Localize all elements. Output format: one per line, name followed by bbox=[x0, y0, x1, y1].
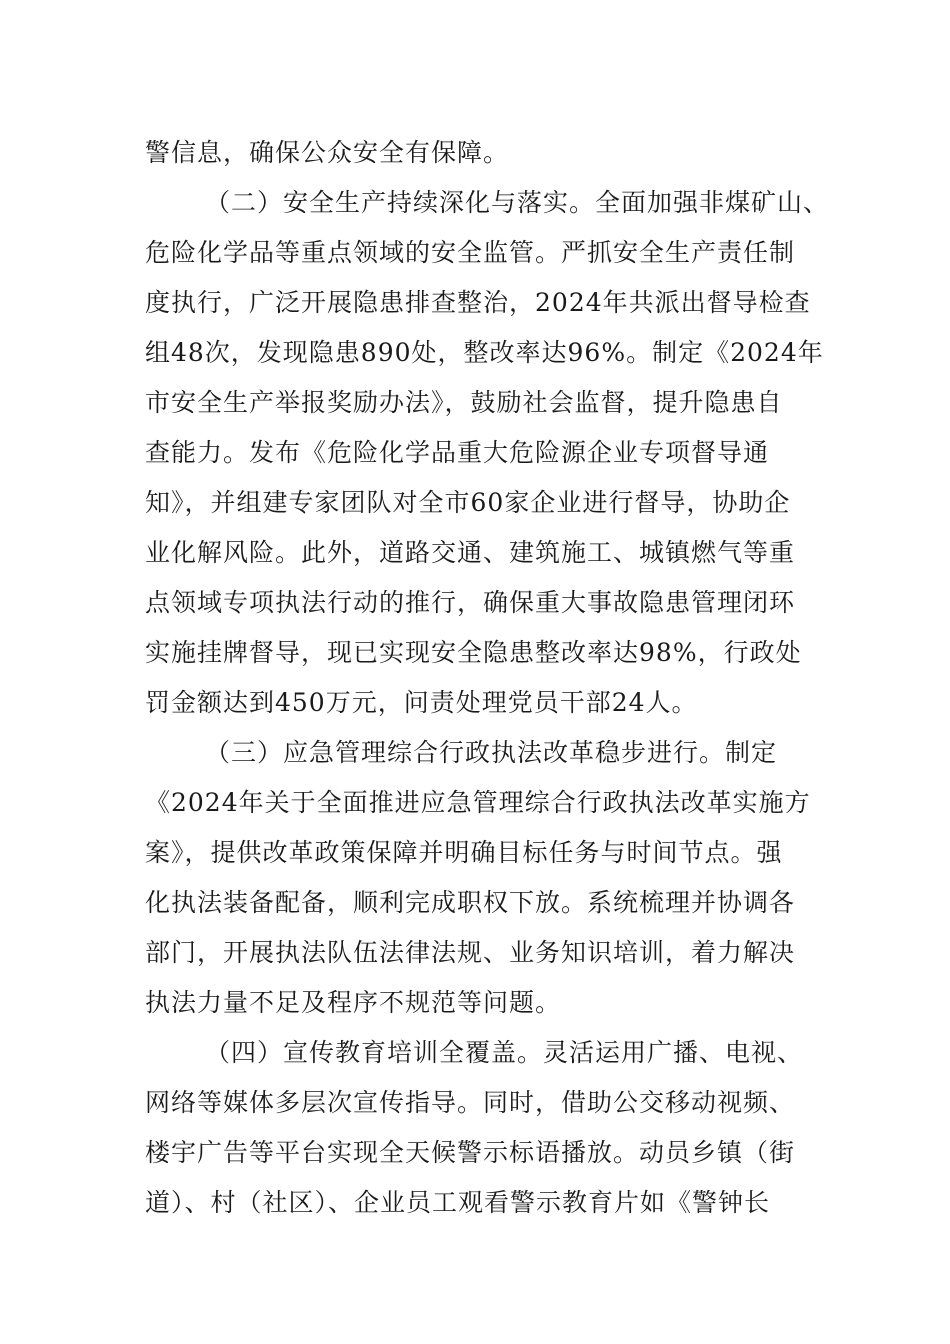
section-heading-line: （三）应急管理综合行政执法改革稳步进行。制定 bbox=[205, 738, 778, 767]
text-line: 实施挂牌督导，现已实现安全隐患整改率达98%，行政处 bbox=[145, 638, 802, 667]
text-line: 知》，并组建专家团队对全市60家企业进行督导，协助企 bbox=[145, 488, 791, 517]
text-line: 罚金额达到450万元，问责处理党员干部24人。 bbox=[145, 688, 698, 717]
text-line: 警信息，确保公众安全有保障。 bbox=[145, 138, 510, 167]
text-line: 危险化学品等重点领域的安全监管。严抓安全生产责任制 bbox=[145, 238, 796, 267]
text-line: 化执法装备配备，顺利完成职权下放。系统梳理并协调各 bbox=[145, 888, 796, 917]
body-text bbox=[145, 128, 830, 1228]
section-heading-line: （四）宣传教育培训全覆盖。灵活运用广播、电视、 bbox=[205, 1038, 804, 1067]
text-line: 《2024年关于全面推进应急管理综合行政执法改革实施方 bbox=[145, 788, 811, 817]
text-line: 点领域专项执法行动的推行，确保重大事故隐患管理闭环 bbox=[145, 588, 796, 617]
text-line: 执法力量不足及程序不规范等问题。 bbox=[145, 988, 562, 1017]
text-line: 道）、村（社区）、企业员工观看警示教育片如《警钟长 bbox=[145, 1188, 771, 1217]
text-line: 查能力。发布《危险化学品重大危险源企业专项督导通 bbox=[145, 438, 770, 467]
text-line: 业化解风险。此外，道路交通、建筑施工、城镇燃气等重 bbox=[145, 538, 796, 567]
text-line: 组48次，发现隐患890处，整改率达96%。制定《2024年 bbox=[145, 338, 824, 367]
text-line: 网络等媒体多层次宣传指导。同时，借助公交移动视频、 bbox=[145, 1088, 796, 1117]
text-line: 市安全生产举报奖励办法》，鼓励社会监督，提升隐患自 bbox=[145, 388, 783, 417]
text-line: 度执行，广泛开展隐患排查整治，2024年共派出督导检查 bbox=[145, 288, 811, 317]
text-line: 案》，提供改革政策保障并明确目标任务与时间节点。强 bbox=[145, 838, 783, 867]
text-line: 楼宇广告等平台实现全天候警示标语播放。动员乡镇（街 bbox=[145, 1138, 796, 1167]
section-heading-line: （二）安全生产持续深化与落实。全面加强非煤矿山、 bbox=[205, 188, 830, 217]
text-line: 部门，开展执法队伍法律法规、业务知识培训，着力解决 bbox=[145, 938, 796, 967]
